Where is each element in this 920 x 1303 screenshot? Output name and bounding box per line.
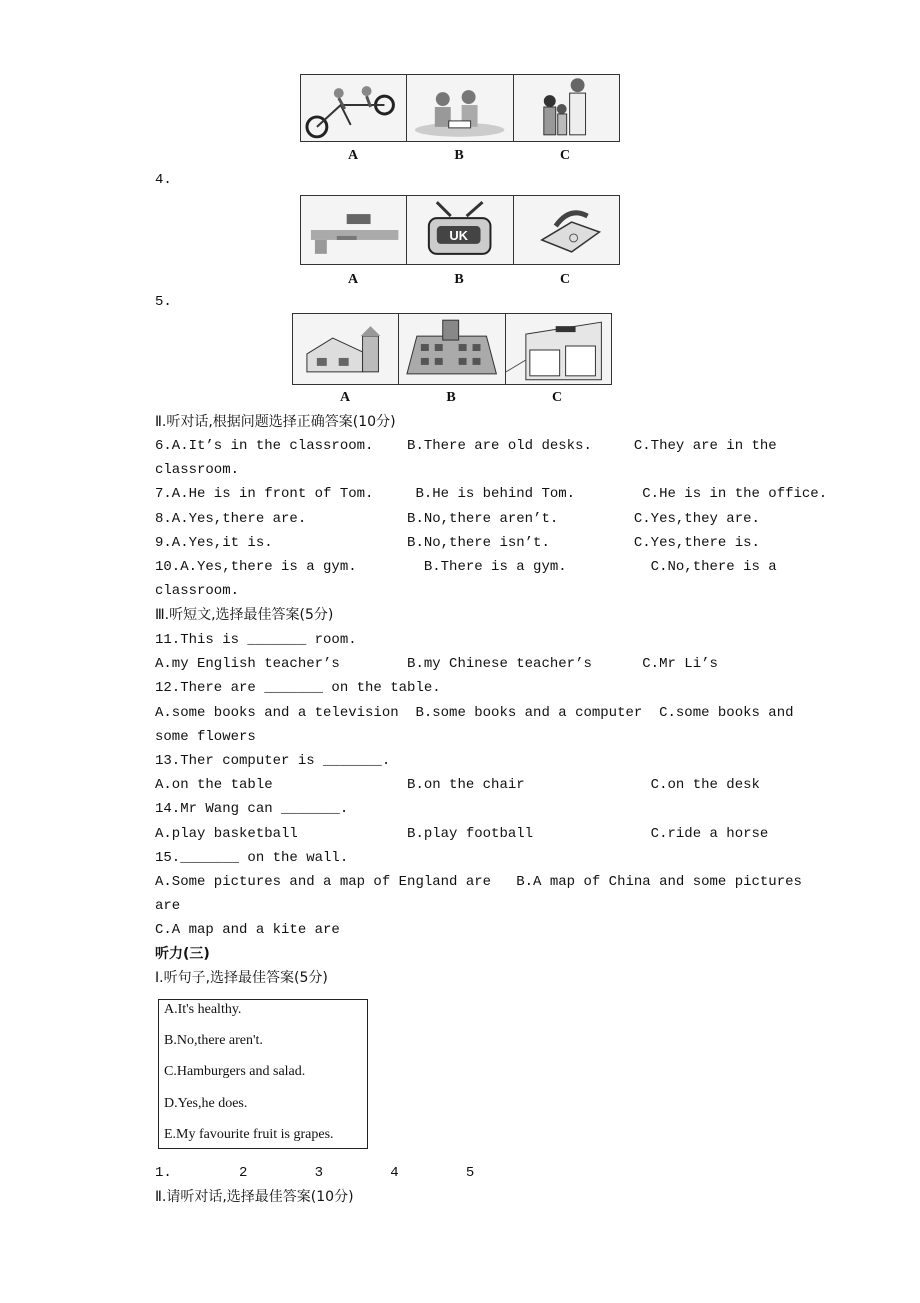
letter-b: B <box>446 390 456 405</box>
letter-a: A <box>347 272 359 287</box>
answer-option-a: A.It's healthy. <box>164 1002 242 1017</box>
answer-option-b: B.No,there aren't. <box>164 1033 263 1048</box>
section-2-line: 9.A.Yes,it is. B.No,there isn’t. C.Yes,there is. <box>155 535 760 551</box>
family-standing-illustration <box>514 75 619 141</box>
letter-c: C <box>551 390 563 405</box>
picture-option-a <box>301 75 407 141</box>
section-3-line: C.A map and a kite are <box>155 922 340 938</box>
section-3-line: some flowers <box>155 729 256 745</box>
children-reading-illustration <box>407 75 512 141</box>
listening-3-title: 听力(三) <box>155 946 210 962</box>
picture-row-1-letters <box>300 148 618 164</box>
house-illustration <box>293 314 398 384</box>
picture-row-5 <box>292 313 612 385</box>
section-3-line: 12.There are _______ on the table. <box>155 680 441 696</box>
section-3-line: 11.This is _______ room. <box>155 632 357 648</box>
picture-option-c <box>514 75 619 141</box>
picture-option-a <box>293 314 399 384</box>
letter-a: A <box>339 390 351 405</box>
answer-numbers: 1. 2 3 4 5 <box>155 1165 475 1181</box>
answer-option-e: E.My favourite fruit is grapes. <box>164 1127 334 1142</box>
question-4-number: 4. <box>155 172 172 188</box>
shop-illustration <box>506 314 611 384</box>
picture-row-4-letters <box>300 272 618 288</box>
picture-option-b <box>407 196 513 264</box>
section-3-line: A.play basketball B.play football C.ride a horse <box>155 826 769 842</box>
school-building-illustration <box>399 314 504 384</box>
telephone-illustration <box>514 196 619 264</box>
picture-option-b <box>407 75 513 141</box>
picture-option-c <box>514 196 619 264</box>
letter-c: C <box>559 148 571 163</box>
section-3-line: 13.Ther computer is _______. <box>155 753 391 769</box>
listening-3-heading-2: Ⅱ.请听对话,选择最佳答案(10分) <box>155 1189 354 1205</box>
section-3-line: A.my English teacher’s B.my Chinese teacher’s C.Mr Li’s <box>155 656 718 672</box>
letter-b: B <box>454 272 464 287</box>
uk-television-illustration <box>407 196 512 264</box>
computer-desk-illustration <box>301 196 406 264</box>
section-2-line: 7.A.He is in front of Tom. B.He is behind Tom. C.He is in the office. <box>155 486 828 502</box>
bike-riders-illustration <box>301 75 406 141</box>
section-3-line: are <box>155 898 181 914</box>
answer-option-c: C.Hamburgers and salad. <box>164 1064 306 1079</box>
picture-option-a <box>301 196 407 264</box>
picture-row-4 <box>300 195 620 265</box>
section-2-line: 6.A.It’s in the classroom. B.There are old desks. C.They are in the <box>155 438 777 454</box>
picture-option-c <box>506 314 611 384</box>
section-2-line: classroom. <box>155 583 240 599</box>
section-3-heading: Ⅲ.听短文,选择最佳答案(5分) <box>155 607 334 623</box>
svg-text:UK: UK <box>449 227 469 243</box>
section-2-line: 10.A.Yes,there is a gym. B.There is a gym. C.No,there is a <box>155 559 777 575</box>
picture-option-b <box>399 314 505 384</box>
letter-a: A <box>347 148 359 163</box>
letter-c: C <box>559 272 571 287</box>
section-2-line: 8.A.Yes,there are. B.No,there aren’t. C.Yes,they are. <box>155 511 760 527</box>
section-3-line: A.some books and a television B.some books and a computer C.some books and <box>155 705 794 721</box>
picture-row-1 <box>300 74 620 142</box>
section-3-line: 15._______ on the wall. <box>155 850 349 866</box>
question-5-number: 5. <box>155 294 172 310</box>
section-2-line: classroom. <box>155 462 240 478</box>
section-3-line: 14.Mr Wang can _______. <box>155 801 349 817</box>
section-3-line: A.on the table B.on the chair C.on the desk <box>155 777 760 793</box>
letter-b: B <box>454 148 464 163</box>
section-2-heading: Ⅱ.听对话,根据问题选择正确答案(10分) <box>155 414 396 430</box>
section-3-line: A.Some pictures and a map of England are B.A map of China and some pictures <box>155 874 802 890</box>
listening-3-heading-1: Ⅰ.听句子,选择最佳答案(5分) <box>155 970 328 986</box>
answer-option-d: D.Yes,he does. <box>164 1096 248 1111</box>
picture-row-5-letters <box>292 390 610 406</box>
answer-options-box <box>158 999 368 1149</box>
